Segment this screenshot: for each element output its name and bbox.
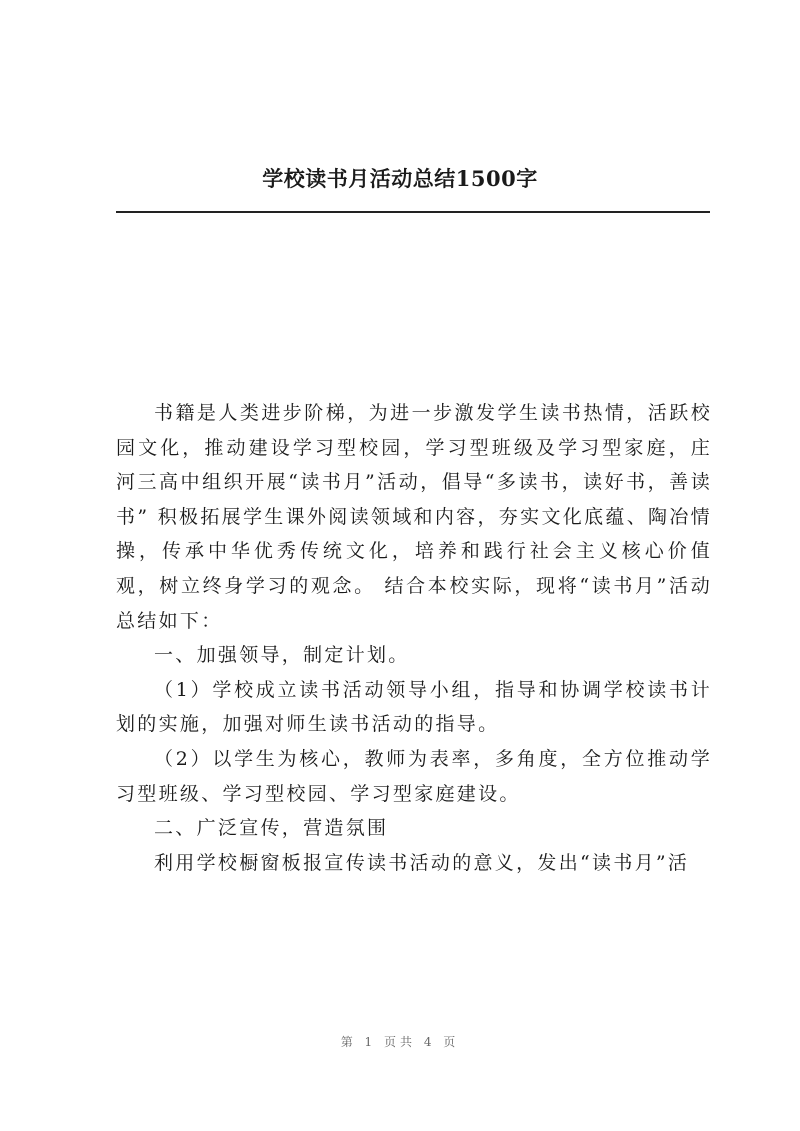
paragraph-item-1: （1）学校成立读书活动领导小组，指导和协调学校读书计划的实施，加强对师生读书活动的指导。: [116, 678, 712, 736]
document-title: 学校读书月活动总结1500字: [262, 166, 538, 191]
section-heading-1: 一、加强领导，制定计划。: [154, 644, 410, 667]
document-body: [116, 396, 712, 880]
title-divider: [116, 211, 710, 213]
paragraph-publicity: 利用学校橱窗板报宣传读书活动的意义，发出“读书月”活: [154, 851, 690, 874]
page-number: 第 1 页共 4 页: [340, 1035, 460, 1049]
paragraph-intro: 书籍是人类进步阶梯，为进一步激发学生读书热情，活跃校园文化，推动建设学习型校园，学习型班级及学习型家庭，庄河三高中组织开展“读书月”活动，倡导“多读书，读好书，善读书” 积极拓展学生课外阅读领域和内容，夯实文化底蕴、陶冶情操，传承中华优秀传统文化，培养和践行社会主义核心价值观，树立终身学习的观念。 结合本校实际，现将“读书月”活动总结如下：: [116, 402, 712, 632]
paragraph-item-2: （2）以学生为核心，教师为表率，多角度，全方位推动学习型班级、学习型校园、学习型家庭建设。: [116, 747, 712, 805]
section-heading-2: 二、广泛宣传，营造氛围: [154, 817, 389, 840]
